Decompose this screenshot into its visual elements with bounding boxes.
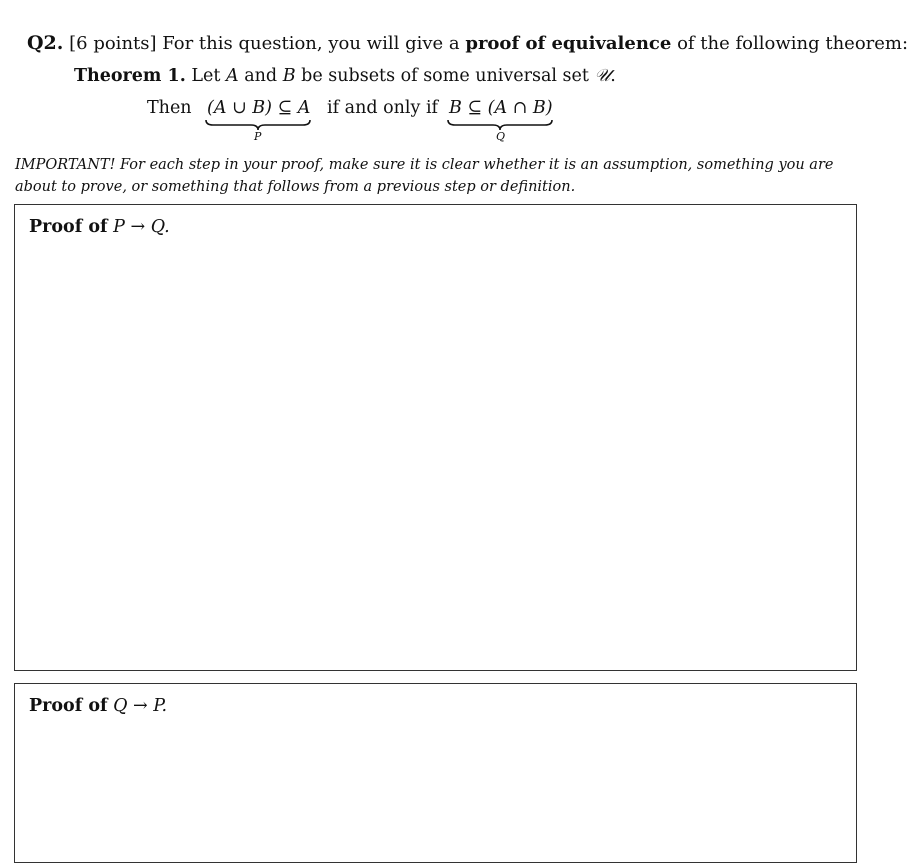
statement-q-expression: B ⊆ (A ∩ B) <box>449 98 553 118</box>
theorem-line <box>74 63 616 89</box>
underbrace-q-label: Q <box>496 130 506 143</box>
question-text-after: of the following theorem: <box>677 33 908 54</box>
statement-then: Then <box>147 98 192 118</box>
theorem-text-2: and <box>244 66 278 86</box>
proof-heading-p-implies-q <box>29 215 170 239</box>
question-points: [6 points] <box>69 33 157 54</box>
theorem-label: Theorem 1. <box>74 66 186 86</box>
proof-expression: P → Q. <box>113 217 170 237</box>
proof-heading-q-implies-p <box>29 694 167 718</box>
question-text-before: For this question, you will give a <box>162 33 460 54</box>
statement-p-expression: (A ∪ B) ⊆ A <box>207 98 311 118</box>
theorem-text-3: be subsets of some universal set <box>301 66 589 86</box>
proof-label: Proof of <box>29 217 108 237</box>
proof-expression: Q → P. <box>113 696 168 716</box>
question-number: Q2. <box>27 32 64 54</box>
underbrace-p-label: P <box>254 130 262 143</box>
proof-answer-box-q-implies-p[interactable] <box>14 683 857 863</box>
question-header <box>27 30 908 57</box>
theorem-period: . <box>610 66 616 86</box>
question-bold-phrase: proof of equivalence <box>465 33 672 54</box>
important-note: IMPORTANT! For each step in your proof, make sure it is clear whether it is an assumption, something you are about to prove, or something that follows from a previous step or definition. <box>15 157 834 195</box>
theorem-var-b: B <box>282 66 296 86</box>
theorem-text-1: Let <box>191 66 221 86</box>
proof-answer-box-p-implies-q[interactable] <box>14 204 857 671</box>
theorem-universal-set: 𝒰 <box>594 66 611 86</box>
statement-iff: if and only if <box>327 98 439 118</box>
proof-label: Proof of <box>29 696 108 716</box>
theorem-var-a: A <box>225 66 239 86</box>
